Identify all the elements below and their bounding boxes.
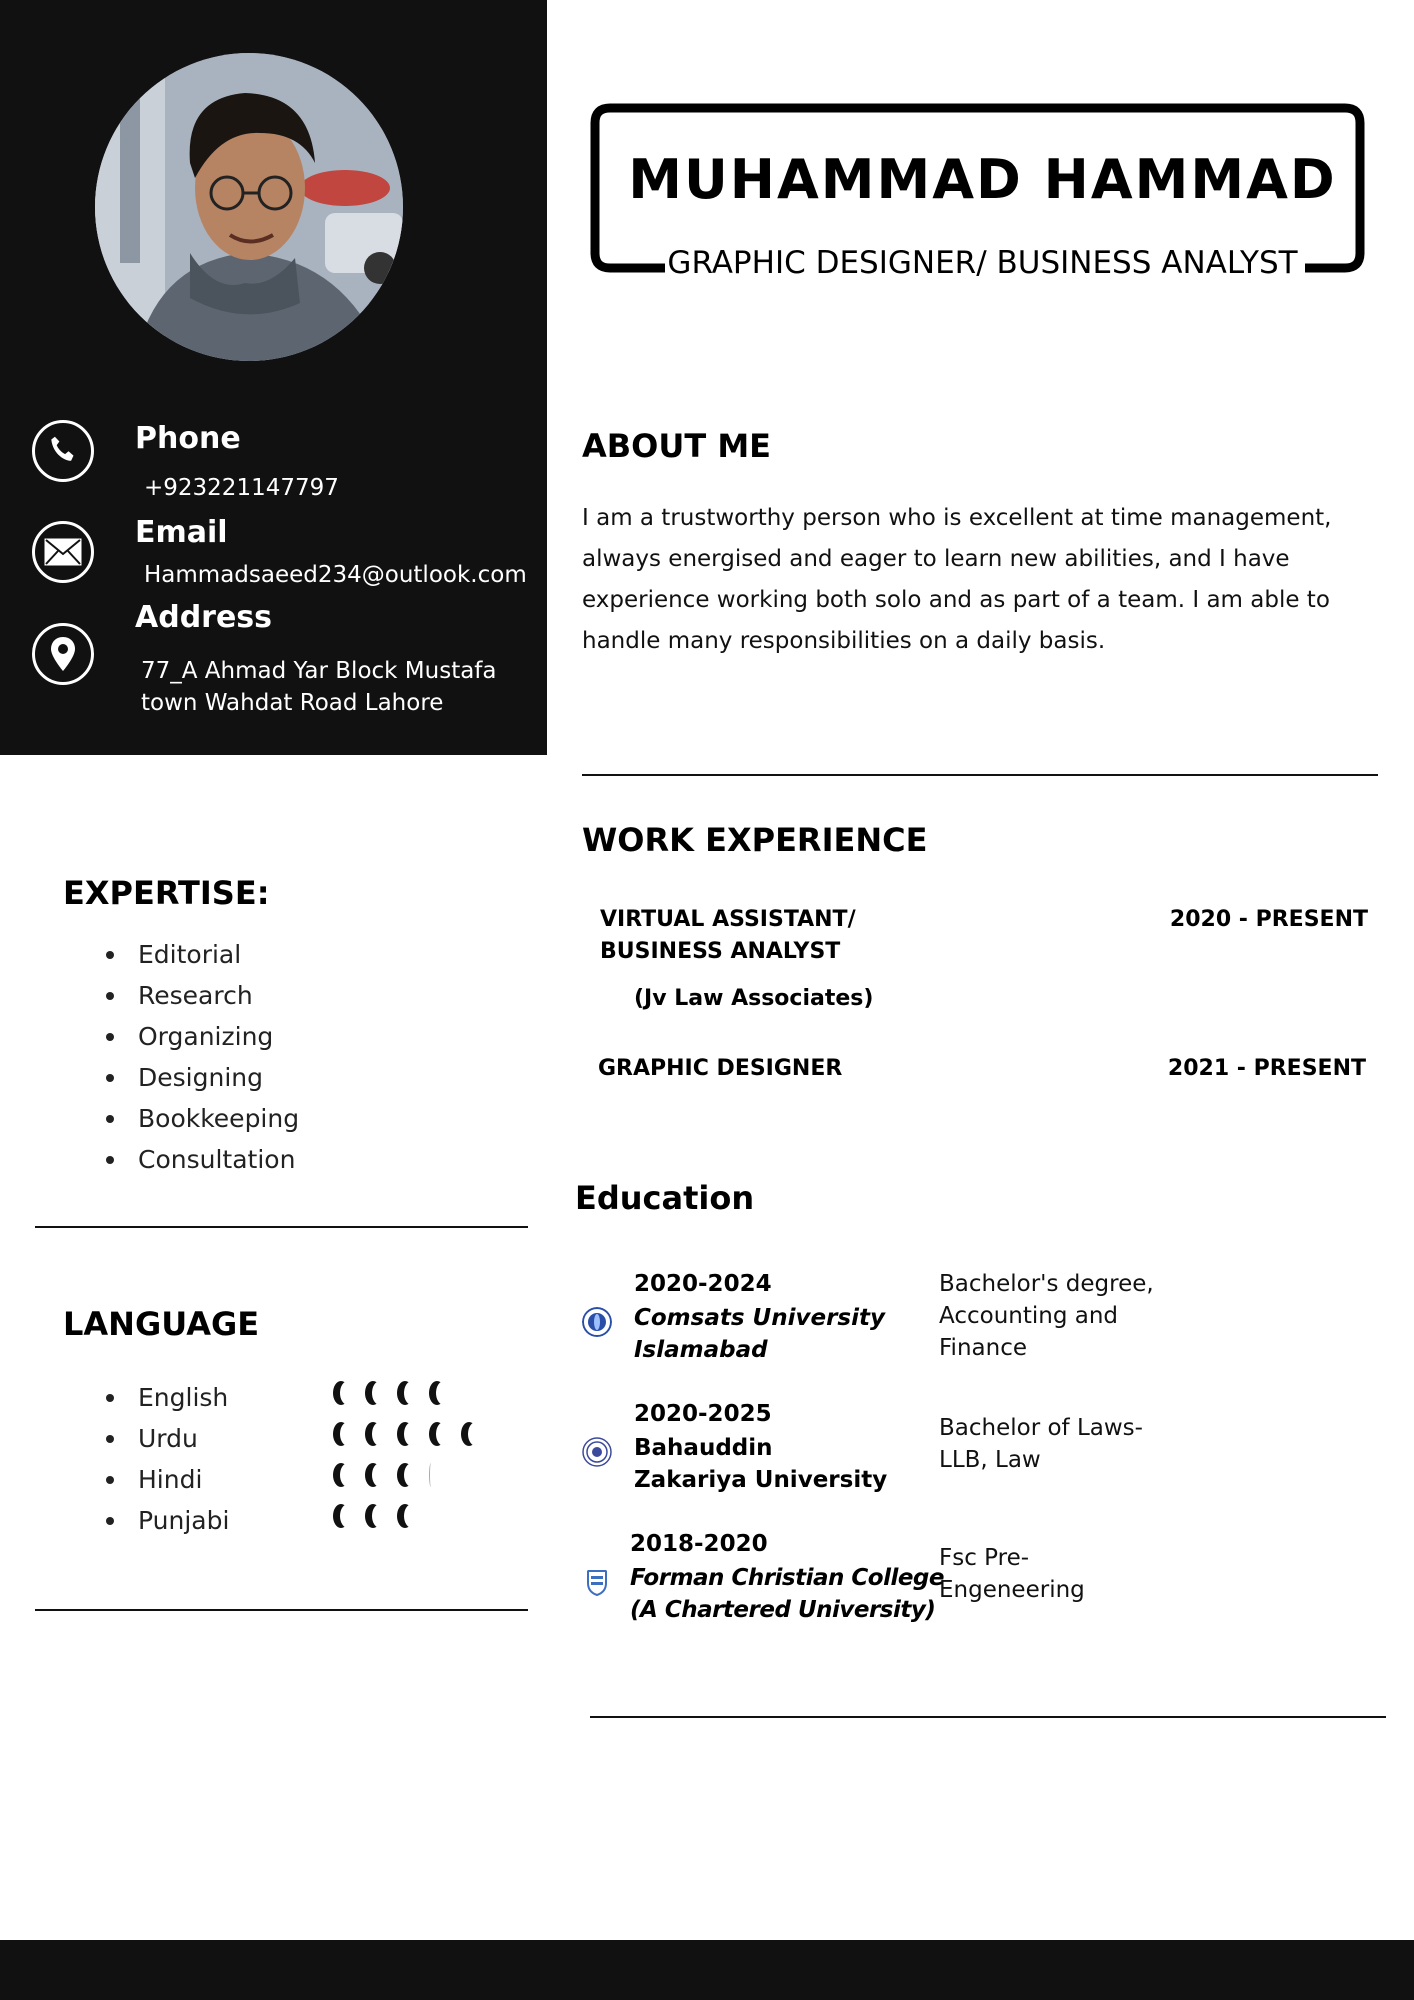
edu-degree-line-1: Bachelor of Laws- <box>939 1415 1143 1441</box>
language-rating <box>333 1422 493 1446</box>
list-item: Hindi <box>106 1459 229 1500</box>
address-line-1: 77_A Ahmad Yar Block Mustafa <box>141 658 497 684</box>
divider <box>35 1226 528 1228</box>
edu-degree-line-2: Accounting and <box>939 1303 1119 1329</box>
edu-degree-line-2: LLB, Law <box>939 1447 1041 1473</box>
rating-crescent-icon <box>397 1381 413 1405</box>
phone-value[interactable]: +923221147797 <box>144 475 339 501</box>
rating-crescent-icon <box>397 1422 413 1446</box>
rating-crescent-icon <box>397 1504 413 1528</box>
expertise-list <box>106 934 299 1180</box>
address-label: Address <box>135 600 273 635</box>
rating-crescent-icon <box>333 1422 349 1446</box>
divider <box>582 774 1378 776</box>
phone-icon <box>32 420 94 482</box>
footer-bar <box>0 1940 1414 2000</box>
about-text: I am a trustworthy person who is excellent at time management, always energised and eager to learn new abilities, and I have experience working both solo and as part of a team. I am able to handle many responsibilities on a daily basis. <box>582 505 1332 654</box>
job-period: 2021 - PRESENT <box>1167 1056 1366 1081</box>
rating-crescent-icon <box>365 1422 381 1446</box>
rating-crescent-icon <box>333 1463 349 1487</box>
rating-crescent-icon <box>429 1381 445 1405</box>
edu-school-line-2: (A Chartered University) <box>630 1597 936 1623</box>
edu-years: 2018-2020 <box>630 1531 768 1557</box>
rating-crescent-icon <box>333 1504 349 1528</box>
comsats-logo-icon <box>582 1307 612 1337</box>
phone-handset-icon <box>45 433 81 469</box>
expertise-title: EXPERTISE: <box>63 874 270 912</box>
edu-degree-line-3: Finance <box>939 1335 1027 1361</box>
job-period: 2020 - PRESENT <box>1169 907 1368 932</box>
list-item: Organizing <box>106 1016 299 1057</box>
edu-degree-line-1: Bachelor's degree, <box>939 1271 1154 1297</box>
phone-label: Phone <box>135 421 241 456</box>
bzu-logo-icon <box>582 1437 612 1467</box>
education-title: Education <box>575 1179 755 1217</box>
rating-crescent-icon <box>461 1422 477 1446</box>
job-title-line-1: VIRTUAL ASSISTANT/ <box>600 907 856 932</box>
list-item: Research <box>106 975 299 1016</box>
rating-crescent-icon <box>429 1422 445 1446</box>
job-title: GRAPHIC DESIGNER <box>598 1056 843 1081</box>
edu-school-line-2: Islamabad <box>634 1337 768 1363</box>
language-rating <box>333 1504 429 1528</box>
list-item: Designing <box>106 1057 299 1098</box>
university-logo-icon <box>582 1567 612 1601</box>
language-rating <box>333 1381 461 1405</box>
work-title: WORK EXPERIENCE <box>582 821 928 859</box>
edu-school-line-1: Forman Christian College <box>630 1565 944 1591</box>
divider <box>35 1609 528 1611</box>
list-item: English <box>106 1377 229 1418</box>
edu-school-line-1: Bahauddin <box>634 1435 773 1461</box>
edu-school-line-2: Zakariya University <box>634 1467 888 1493</box>
rating-crescent-icon <box>365 1504 381 1528</box>
rating-crescent-icon <box>365 1463 381 1487</box>
email-value[interactable]: Hammadsaeed234@outlook.com <box>144 562 527 588</box>
email-icon <box>32 521 94 583</box>
map-pin-icon <box>49 635 77 673</box>
language-title: LANGUAGE <box>63 1305 260 1343</box>
divider <box>590 1716 1386 1718</box>
avatar <box>95 53 403 361</box>
job-company: (Jv Law Associates) <box>634 986 874 1011</box>
envelope-icon <box>44 538 82 566</box>
rating-empty-icon <box>429 1463 433 1487</box>
profile-photo-icon <box>95 53 403 361</box>
job-title-line-2: BUSINESS ANALYST <box>600 939 841 964</box>
rating-crescent-icon <box>397 1463 413 1487</box>
edu-years: 2020-2024 <box>634 1271 772 1297</box>
about-title: ABOUT ME <box>582 427 772 465</box>
university-logo-icon <box>582 1307 612 1341</box>
edu-school-line-1: Comsats University <box>634 1305 885 1331</box>
list-item: Bookkeeping <box>106 1098 299 1139</box>
email-label: Email <box>135 515 228 550</box>
candidate-role: GRAPHIC DESIGNER/ BUSINESS ANALYST <box>667 245 1298 281</box>
language-rating <box>333 1463 449 1487</box>
location-pin-icon <box>32 623 94 685</box>
fcc-logo-icon <box>582 1567 612 1597</box>
candidate-name: MUHAMMAD HAMMAD <box>628 148 1337 211</box>
list-item: Punjabi <box>106 1500 229 1541</box>
list-item: Editorial <box>106 934 299 975</box>
rating-crescent-icon <box>365 1381 381 1405</box>
edu-degree-line-2: Engeneering <box>939 1577 1085 1603</box>
university-logo-icon <box>582 1437 612 1471</box>
language-list <box>106 1377 229 1541</box>
list-item: Consultation <box>106 1139 299 1180</box>
list-item: Urdu <box>106 1418 229 1459</box>
edu-degree-line-1: Fsc Pre- <box>939 1545 1030 1571</box>
edu-years: 2020-2025 <box>634 1401 772 1427</box>
rating-crescent-icon <box>333 1381 349 1405</box>
address-line-2: town Wahdat Road Lahore <box>141 690 444 716</box>
